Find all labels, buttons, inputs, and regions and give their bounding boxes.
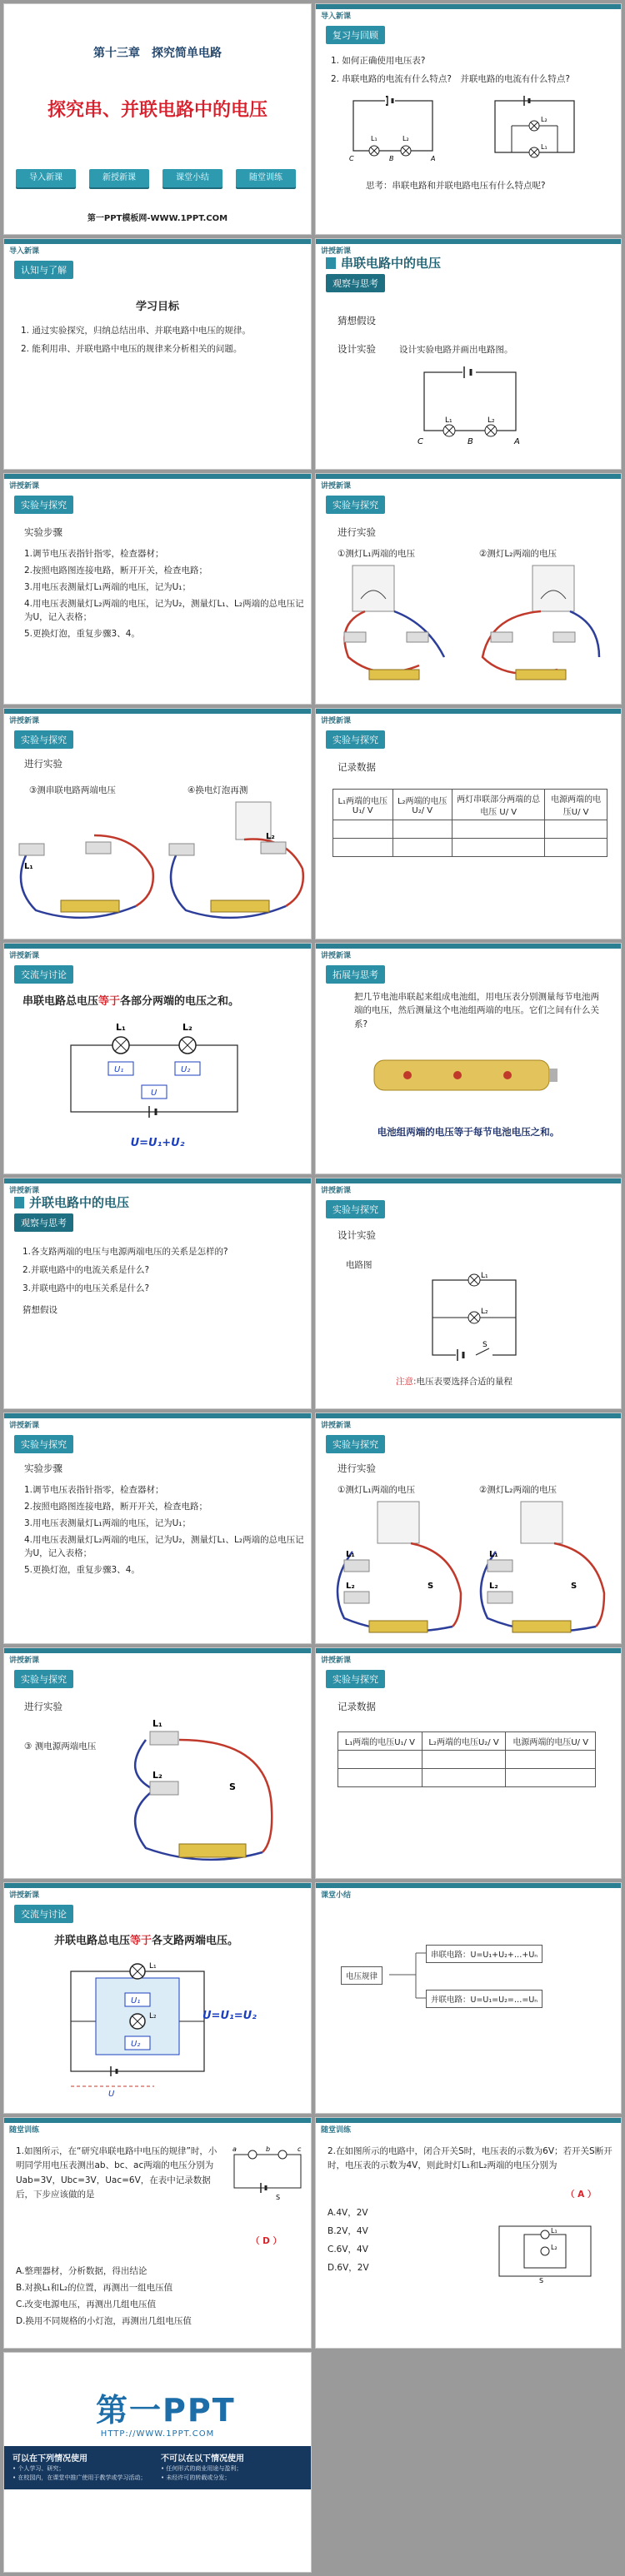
label-l1: L₁ (551, 2227, 558, 2235)
experiment-heading: 进行实验 (338, 1462, 376, 1474)
step-1: 1.调节电压表指针指零，检查器材； (24, 549, 164, 559)
brand-url: HTTP://WWW.1PPT.COM (100, 2429, 215, 2439)
summary-series-box: 串联电路：U=U₁+U₂+…+Uₙ (426, 1945, 542, 1963)
series-circuit-diagram (349, 94, 441, 161)
caption-1: ①测灯L₁两端的电压 (338, 1485, 415, 1495)
question-circuit (491, 2218, 599, 2285)
label-l1: L₁ (489, 1550, 498, 1559)
diagram-label: 电路图 (346, 1260, 372, 1270)
caption-2: ②测灯L₂两端的电压 (479, 1485, 557, 1495)
corner-label: 讲授新课 (321, 247, 352, 256)
top-bar (316, 4, 621, 9)
top-bar (316, 1178, 621, 1183)
corner-label: 讲授新课 (321, 1422, 352, 1430)
slide-battery (315, 943, 622, 1174)
answer: （ A ） (566, 2190, 597, 2200)
step-5: 5.更换灯泡，重复步骤3、4。 (24, 1565, 140, 1575)
option-d[interactable]: D.6V，2V (328, 2263, 369, 2273)
corner-label: 随堂训练 (321, 2126, 352, 2135)
slide-ending (3, 2352, 312, 2573)
question-1: 1. 如何正确使用电压表? (331, 56, 426, 66)
label-l2: L₂ (152, 1770, 162, 1781)
objective-2: 2. 能利用串、并联电路中电压的规律来分析相关的问题。 (21, 344, 242, 354)
table-header-row (338, 1732, 596, 1751)
nav-button-new[interactable]: 新授新课 (89, 169, 149, 187)
label-b: B (389, 155, 394, 162)
label-c: c (298, 2145, 302, 2153)
answer: （ D ） (251, 2236, 282, 2246)
design-heading: 设计实验 (338, 343, 376, 355)
design-desc: 设计实验电路并画出电路图。 (399, 345, 513, 355)
top-bar (4, 474, 311, 479)
nav-button-practice[interactable]: 随堂训练 (236, 169, 296, 187)
summary-center-box: 电压规律 (341, 1966, 382, 1985)
hypothesis-heading: 猜想假设 (22, 1305, 58, 1315)
slide-summary (315, 1882, 622, 2114)
question-circuit (228, 2143, 308, 2201)
table-header-cell: L₂两端的电压U₂/ V (422, 1732, 506, 1751)
table-header-cell: 电源两端的电压U/ V (545, 790, 608, 820)
section-tag: 观察与思考 (14, 1213, 73, 1232)
caption-3: ③测串联电路两端电压 (29, 785, 116, 795)
corner-label: 讲授新课 (9, 482, 40, 491)
record-heading: 记录数据 (338, 761, 376, 773)
label-c: C (418, 437, 423, 446)
top-bar (316, 1648, 621, 1653)
label-s: S (482, 1341, 488, 1349)
parallel-circuit-diagram (491, 94, 582, 161)
record-heading: 记录数据 (338, 1701, 376, 1712)
series-circuit-diagram (416, 364, 524, 447)
caption-3: ③ 测电源两端电压 (24, 1741, 97, 1751)
section-tag: 实验与探究 (326, 1670, 385, 1688)
slide-series-experiment-1 (315, 473, 622, 705)
section-tag: 认知与了解 (14, 261, 73, 279)
corner-label: 讲授新课 (9, 1187, 40, 1195)
label-s: S (571, 1582, 578, 1591)
top-bar (4, 1648, 311, 1653)
top-bar (316, 2118, 621, 2123)
battery-text: 把几节电池串联起来组成电池组，用电压表分别测量每节电池两端的电压，然后测量这个电池组两端的电压。它们之间有什么关系? (354, 992, 599, 1029)
table-header-cell: L₁两端的电压U₁/ V (333, 790, 393, 820)
chapter-title: 第十三章 探究简单电路 (93, 47, 222, 60)
experiment-photo-2 (474, 566, 608, 690)
table-header-cell: L₁两端的电压U₁/ V (338, 1732, 422, 1751)
corner-label: 讲授新课 (9, 717, 40, 725)
design-heading: 设计实验 (338, 1229, 376, 1241)
corner-label: 讲授新课 (9, 1891, 40, 1900)
option-d[interactable]: D.换用不同规格的小灯泡，再测出几组电压值 (16, 2316, 192, 2326)
section-tag: 交流与讨论 (14, 965, 73, 984)
table-header-cell: L₂两端的电压U₂/ V (392, 790, 452, 820)
question-2: 2.并联电路中的电流关系是什么? (22, 1265, 150, 1275)
formula: U=U₁+U₂ (130, 1137, 185, 1149)
step-3: 3.用电压表测量灯L₁两端的电压，记为U₁； (24, 582, 191, 592)
label-l1: L₁ (445, 416, 452, 425)
corner-label: 讲授新课 (321, 1187, 352, 1195)
label-l1: L₁ (149, 1962, 157, 1971)
table-header-cell: 电源两端的电压U/ V (506, 1732, 596, 1751)
top-bar (4, 944, 311, 949)
label-b: b (266, 2145, 271, 2153)
top-bar (316, 709, 621, 714)
table-row (333, 820, 608, 839)
record-table (338, 1731, 596, 1787)
slide-parallel-intro (3, 1178, 312, 1409)
section-tag: 复习与回顾 (326, 26, 385, 44)
section-tag: 交流与讨论 (14, 1905, 73, 1923)
slide-practice-1 (3, 2117, 312, 2349)
section-title: 串联电路中的电压 (326, 254, 441, 272)
nav-button-summary[interactable]: 课堂小结 (162, 169, 222, 187)
question-3: 3.并联电路中的电压关系是什么? (22, 1283, 150, 1293)
label-a: A (514, 437, 520, 446)
label-l2: L₂ (551, 2244, 558, 2251)
label-l2: L₂ (481, 1308, 488, 1316)
parallel-voltage-diagram (62, 1962, 229, 2099)
label-u2: U₂ (131, 2040, 141, 2049)
label-a: a (232, 2145, 237, 2153)
label-l1: L₁ (346, 1550, 355, 1559)
label-l1: L₁ (24, 862, 33, 871)
slide-title (3, 3, 312, 235)
slide-parallel-experiment-2 (3, 1647, 312, 1879)
slide-parallel-steps (3, 1413, 312, 1644)
label-u: U (108, 2090, 115, 2099)
section-tag: 实验与探究 (14, 1670, 73, 1688)
table-row (338, 1751, 596, 1769)
label-u: U (151, 1089, 158, 1098)
slide-series-experiment-2 (3, 708, 312, 939)
section-tag: 实验与探究 (14, 496, 73, 514)
table-row (338, 1769, 596, 1787)
allowed-item-2: • 在校园内，在课堂中推广使用于教学或学习活动； (12, 2474, 147, 2481)
question-text: 2.在如图所示的电路中，闭合开关S时，电压表的示数为6V；若开关S断开时，电压表的示数为4V，则此时灯L₁和L₂两端的电压分别为 (328, 2146, 612, 2171)
experiment-photo-3 (129, 1707, 288, 1873)
think-question: 思考：串联电路和并联电路电压有什么特点呢? (366, 181, 546, 191)
slide-parallel-conclusion (3, 1882, 312, 2114)
table-row (333, 839, 608, 857)
step-3: 3.用电压表测量灯L₁两端的电压，记为U₁； (24, 1518, 191, 1528)
step-5: 5.更换灯泡，重复步骤3、4。 (24, 629, 140, 639)
caption-4: ④换电灯泡再测 (188, 785, 248, 795)
top-bar (316, 944, 621, 949)
corner-label: 讲授新课 (9, 1422, 40, 1430)
section-tag: 实验与探究 (326, 496, 385, 514)
slide-review (315, 3, 622, 235)
label-l2: L₂ (402, 135, 409, 142)
label-s: S (276, 2194, 281, 2201)
slide-practice-2 (315, 2117, 622, 2349)
option-c[interactable]: C.6V，4V (328, 2245, 368, 2255)
top-bar (4, 2118, 311, 2123)
experiment-heading: 进行实验 (24, 1701, 62, 1712)
battery-pack-image (374, 1052, 566, 1102)
question-text: 1.如图所示，在“研究串联电路中电压的规律”时，小明同学用电压表测出ab、bc、ac两端的电压分别为Uab=3V，Ubc=3V，Uac=6V，在表中记录数据后，下步应该做的是 (16, 2146, 218, 2200)
top-bar (4, 1883, 311, 1888)
objectives-heading: 学习目标 (135, 301, 179, 313)
label-u2: U₂ (181, 1065, 191, 1074)
battery-conclusion: 电池组两端的电压等于每节电池电压之和。 (377, 1126, 560, 1138)
slide-parallel-record (315, 1647, 622, 1879)
label-l2: L₂ (149, 2012, 157, 2020)
corner-label: 导入新课 (321, 12, 352, 21)
top-bar (4, 239, 311, 244)
label-l2-p: L₂ (541, 116, 548, 123)
step-1: 1.调节电压表指针指零，检查器材； (24, 1485, 164, 1495)
step-2: 2.按照电路图连接电路，断开开关，检查电路； (24, 566, 208, 575)
objective-1: 1. 通过实验探究，归纳总结出串、并联电路中电压的规律。 (21, 326, 251, 336)
experiment-photo-4 (161, 802, 311, 927)
steps-heading: 实验步骤 (24, 1462, 62, 1474)
label-a: A (431, 155, 436, 162)
allowed-heading: 可以在下列情况使用 (12, 2454, 88, 2464)
slide-series-steps (3, 473, 312, 705)
section-tag: 实验与探究 (326, 730, 385, 749)
footer-text: 第一PPT模板网-WWW.1PPT.COM (87, 214, 228, 223)
option-b[interactable]: B.2V，4V (328, 2226, 368, 2236)
formula: U=U₁=U₂ (202, 2010, 257, 2022)
forbidden-heading: 不可以在以下情况使用 (161, 2454, 244, 2464)
corner-label: 讲授新课 (9, 1657, 40, 1665)
caption-1: ①测灯L₁两端的电压 (338, 549, 415, 559)
empty-slot (315, 2352, 622, 2573)
experiment-heading: 进行实验 (338, 526, 376, 538)
experiment-photo-3 (11, 802, 161, 927)
label-u1: U₁ (114, 1065, 124, 1074)
table-header-cell: 两灯串联部分两端的总电压 U/ V (452, 790, 545, 820)
label-l1-p: L₁ (541, 143, 548, 151)
slide-series-conclusion (3, 943, 312, 1174)
label-l2: L₂ (346, 1582, 355, 1591)
experiment-photo-1 (328, 566, 461, 690)
label-l2: L₂ (489, 1582, 498, 1591)
experiment-photo-1 (328, 1502, 469, 1639)
corner-label: 导入新课 (9, 247, 40, 256)
section-tag: 观察与思考 (326, 274, 385, 292)
allowed-item-1: • 个人学习、研究； (12, 2465, 65, 2472)
top-bar (4, 1413, 311, 1418)
step-4: 4.用电压表测量灯L₂两端的电压，记为U₂，测量灯L₁、L₂两端的总电压记为U，记入表格； (24, 599, 304, 623)
label-l2: L₂ (488, 416, 495, 425)
experiment-heading: 进行实验 (24, 758, 62, 770)
slide-objectives (3, 238, 312, 470)
table-header-row (333, 790, 608, 820)
top-bar (316, 1413, 621, 1418)
top-bar (4, 1178, 311, 1183)
section-tag: 拓展与思考 (326, 965, 385, 984)
slide-parallel-design (315, 1178, 622, 1409)
slide-series-design (315, 238, 622, 470)
top-bar (316, 239, 621, 244)
step-2: 2.按照电路图连接电路，断开开关，检查电路； (24, 1502, 208, 1512)
label-l1: L₁ (116, 1022, 126, 1033)
label-l2: L₂ (266, 832, 275, 841)
corner-label: 课堂小结 (321, 1891, 352, 1900)
section-tag: 实验与探究 (14, 1435, 73, 1453)
usage-banner (4, 2446, 311, 2489)
label-l1: L₁ (371, 135, 378, 142)
option-b[interactable]: B.对换L₁和L₂的位置，再测出一组电压值 (16, 2283, 173, 2293)
parallel-circuit-diagram (424, 1272, 524, 1363)
steps-heading: 实验步骤 (24, 526, 62, 538)
label-s: S (229, 1781, 236, 1792)
label-l2: L₂ (182, 1022, 192, 1033)
attention-note: 注意:电压表要选择合适的量程 (396, 1377, 513, 1387)
slide-series-record (315, 708, 622, 939)
slide-parallel-experiment-1 (315, 1413, 622, 1644)
corner-label: 随堂训练 (9, 2126, 40, 2135)
series-conclusion: 串联电路总电压等于各部分两端的电压之和。 (22, 995, 240, 1008)
series-voltage-diagram (62, 1020, 246, 1120)
main-title: 探究串、并联电路中的电压 (47, 100, 268, 121)
top-bar (4, 709, 311, 714)
label-l1: L₁ (152, 1718, 162, 1729)
option-a[interactable]: A.4V，2V (328, 2208, 368, 2218)
corner-label: 讲授新课 (321, 482, 352, 491)
question-2: 2. 串联电路的电流有什么特点? 并联电路的电流有什么特点? (331, 74, 571, 84)
corner-label: 讲授新课 (321, 717, 352, 725)
question-1: 1.各支路两端的电压与电源两端电压的关系是怎样的? (22, 1247, 228, 1257)
top-bar (316, 474, 621, 479)
forbidden-item-1: • 任何形式的商业用途与盈利； (161, 2465, 242, 2472)
label-c: C (349, 155, 354, 162)
section-tag: 实验与探究 (326, 1200, 385, 1218)
parallel-conclusion: 并联电路总电压等于各支路两端电压。 (54, 1935, 239, 1947)
label-s: S (539, 2277, 544, 2285)
label-b: B (468, 437, 473, 446)
brand-logo: 第一PPT (96, 2392, 236, 2429)
label-u1: U₁ (131, 1996, 141, 2005)
hypothesis-heading: 猜想假设 (338, 315, 376, 326)
step-4: 4.用电压表测量灯L₂两端的电压，记为U₂，测量灯L₁、L₂两端的总电压记为U，记入表格； (24, 1535, 304, 1559)
label-l1: L₁ (481, 1272, 488, 1280)
section-tag: 实验与探究 (326, 1435, 385, 1453)
option-c[interactable]: C.改变电源电压，再测出几组电压值 (16, 2299, 157, 2309)
caption-2: ②测灯L₂两端的电压 (479, 549, 557, 559)
corner-label: 讲授新课 (321, 1657, 352, 1665)
section-title: 并联电路中的电压 (14, 1193, 129, 1211)
corner-label: 讲授新课 (9, 952, 40, 960)
record-table (332, 789, 608, 857)
experiment-photo-2 (471, 1502, 612, 1639)
section-tag: 实验与探究 (14, 730, 73, 749)
summary-parallel-box: 并联电路：U=U₁=U₂=…=Uₙ (426, 1990, 542, 2008)
nav-button-intro[interactable]: 导入新课 (16, 169, 76, 187)
option-a[interactable]: A.整理器材，分析数据，得出结论 (16, 2266, 148, 2276)
forbidden-item-2: • 未经许可的转载或分发； (161, 2474, 231, 2481)
corner-label: 讲授新课 (321, 952, 352, 960)
label-s: S (428, 1582, 434, 1591)
